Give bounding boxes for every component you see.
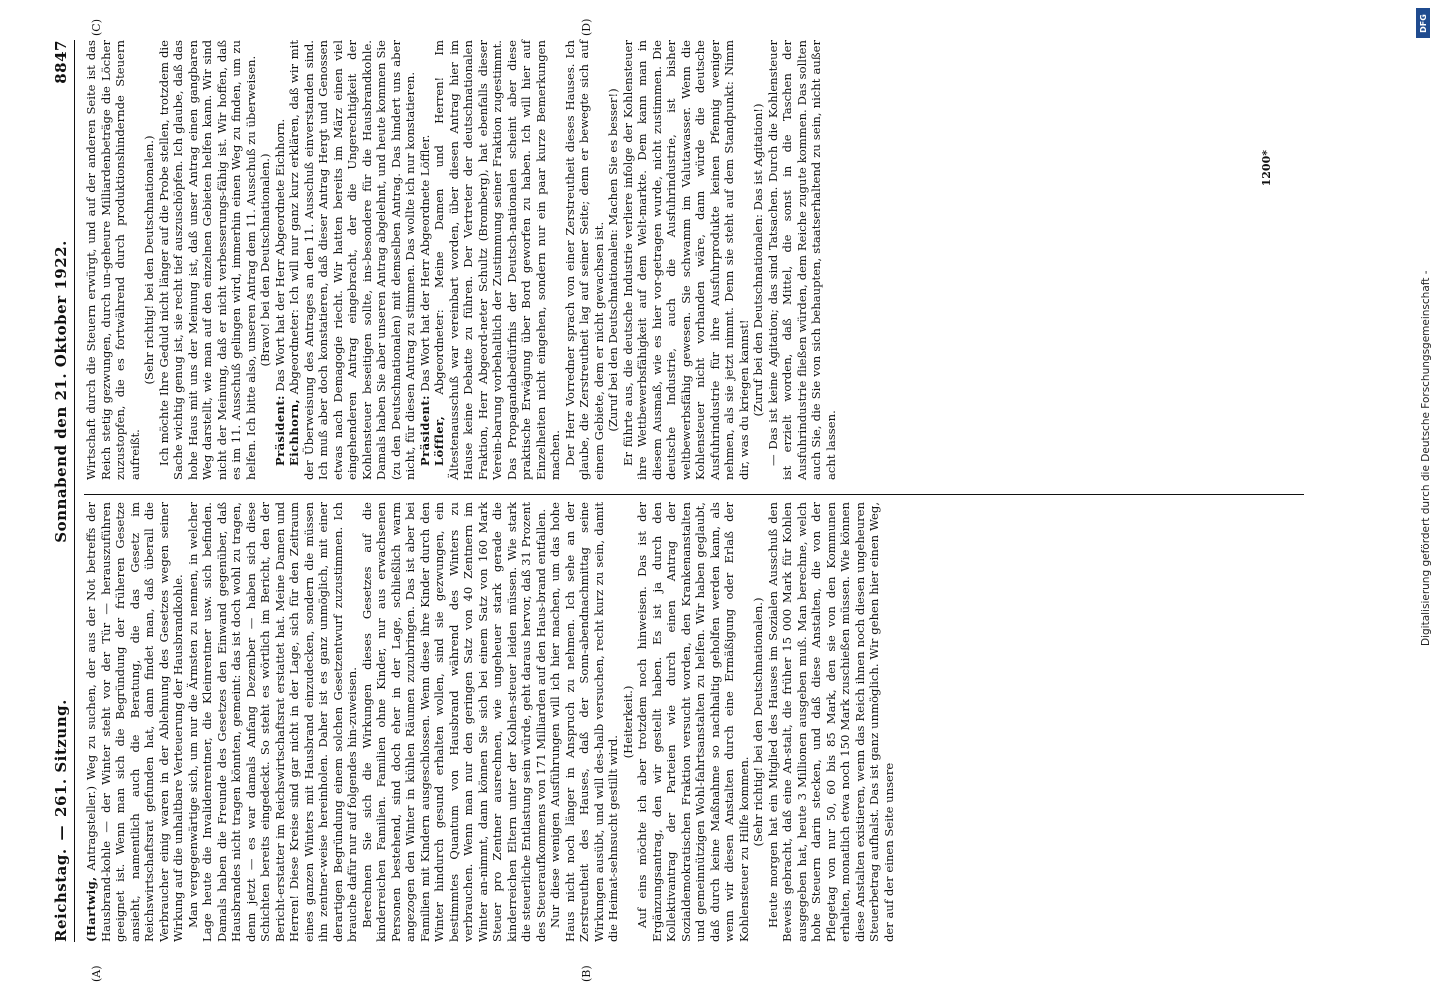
header-page-number: 8847 — [52, 40, 70, 84]
margin-marker-c: (C) — [90, 19, 103, 36]
margin-marker-d: (D) — [580, 18, 593, 36]
interjection: (Heiterkeit.) — [620, 685, 635, 759]
paragraph: Auf eins möchte ich aber trotzdem noch hinweisen. Das ist der Ergänzungsantrag, den wir gestellt haben. Es ist ja durch den Kollektivantrag der Parteien wie durch einen Antrag der Sozialdemokratischen Fraktion versucht worden, den Krankenanstalten und gemeinnützigen Wohl-fahrtsanstalten zu helfen. Wir haben geglaubt, daß durch keine Maßnahme so nachhaltig geholfen werden kann, als wenn wir diesen Anstalten durch eine Ermäßigung oder Erlaß der Kohlensteuer zu Hilfe kommen. — [635, 502, 751, 942]
paragraph — [418, 40, 433, 480]
interjection: (Sehr richtig! bei den Deutschnationalen.) — [142, 135, 156, 385]
credit-text: Digitalisierung gefördert durch die Deutsche Forschungsgemeinschaft - — [1420, 270, 1432, 646]
paragraph-text: Abgeordneter: Meine Damen und Herren! Im Ältestenausschuß war vereinbart worden, über diesen Antrag hier im Hause keine Debatte zu führen. Der Vertreter der deutschnationalen Fraktion, Herr Abgeord-neter Schultz (Bromberg), hat ebenfalls dieser Verein-barung vorbehaltlich der Zustimmung seiner Fraktion zugestimmt. Das Propagandabedürfnis der Deutsch-nationalen scheint aber diese praktische Erwägung über Bord geworfen zu haben. Ich will hier auf Einzelheiten nicht eingehen, sondern nur ein paar kurze Bemerkungen machen. — [432, 39, 562, 480]
dfg-logo-text: DFG — [1418, 13, 1428, 33]
paragraph: Berechnen Sie sich die Wirkungen dieses Gesetzes auf die kinderreichen Familien. Familien ohne Kinder, nur aus erwachsenen Personen bestehend, sind doch eher in der Lage, schließlich warm angezogen den Winter in kühlen Räumen zuzubringen. Das ist aber bei Familien mit Kindern ausgeschlossen. Wenn diese ihre Kinder durch den Winter hindurch gesund erhalten wollen, sind sie gezwungen, ein bestimmtes Quantum von Hausbrand während des Winters zu verbrauchen. Wenn man nur den geringen Satz von 40 Zentnern im Winter an-nimmt, dann können Sie sich bei einem Satz von 160 Mark Steuer pro Zentner ausrechnen, wie ungeheuer stark gerade die kinderreichen Eltern unter der Kohlen-steuer leiden müssen. Wie stark die steuerliche Entlastung sein würde, geht daraus hervor, daß 31 Prozent des Steueraufkommens von 171 Milliarden auf den Haus-brand entfallen. — [359, 502, 548, 942]
page-header — [40, 40, 70, 942]
paragraph-text: Das Wort hat der Herr Abgeordnete Löffler. — [417, 134, 432, 392]
header-dash: — — [52, 824, 70, 841]
interjection: (Zuruf bei den Deutschnationalen: Machen Sie es besser!) — [606, 88, 620, 432]
margin-marker-a: (A) — [90, 965, 103, 982]
paragraph — [273, 40, 288, 480]
footer-signature-mark: 1200* — [1260, 150, 1273, 187]
header-parliament: Reichstag. — [52, 848, 70, 942]
right-column — [84, 40, 838, 480]
header-session: 261. Sitzung. — [52, 699, 70, 817]
paragraph: Heute morgen hat ein Mitglied des Hauses im Sozialen Ausschuß den Beweis gebracht, daß eine An-stalt, die früher 15 000 Mark für Kohlen ausgegeben hat, heute 3 Millionen ausgeben muß. Man berechne, welch hohe Steuern darin stecken, und daß diese Anstalten, die von der Pflegetag von nur 50, 60 bis 85 Mark, den sie von den Kommunen erhalten, monatlich etwa noch 150 Mark zuschießen müssen. Wie können diese Anstalten existieren, wenn das Reich ihnen noch diesen ungeheuren Steuerbetrag aufhalst. Das ist ganz unmöglich. Wir gehen hier einen Weg, der auf der einen Seite unsere — [765, 502, 896, 942]
paragraph: — Das ist keine Agitation; das sind Tatsachen. Durch die Kohlensteuer ist erzielt worden, daß Mittel, die sonst in die Taschen der Ausfuhrindustrie fließen würden, dem Reiche zugute kommen. Das sollten auch Sie, die Sie von sich behaupten, staatserhaltend zu sein, nicht außer acht lassen. — [765, 40, 838, 480]
column-divider — [84, 494, 1304, 495]
speaker-name: Präsident: — [417, 395, 432, 466]
speaker-name: Löffler, — [432, 415, 446, 466]
paragraph: Er führte aus, die deutsche Industrie verliere infolge der Kohlensteuer ihre Wettbewerbsfähigkeit auf dem Welt-markte. Dem kann man in diesem Ausmaß, wie es hier vor-getragen wurde, nicht zustimmen. Die deutsche Industrie, auch die Ausfuhrindustrie, ist bisher weltbewerbsfähig gewesen. Sie schwamm im Valutawasser. Wenn die Kohlensteuer nicht vorhanden wäre, dann würde die deutsche Ausfuhrindustrie für ihre Ausfuhrprodukte keinen Pfennig weniger nehmen, als sie jetzt nimmt. Denn sie steht auf dem Standpunkt: Nimm dir, was du kriegen kannst! — [620, 40, 751, 480]
dfg-logo-icon — [1416, 8, 1430, 38]
interjection: (Sehr richtig! bei den Deutschnationalen.) — [751, 597, 765, 847]
paragraph-text: Weg zu suchen, der aus der Not betreffs der Hausbrand-kohle — der Winter steht vor der Tür — herauszuführen geeignet ist. Wenn man sich die Begründung der früheren Gesetze ansieht, namentlich auch die Beratung, die das Gesetz im Reichswirtschaftsrat gefunden hat, dann findet man, daß überall die Verbraucher einig waren in der Ablehnung des Gesetzes wegen seiner Wirkung auf die unhaltbare Verteuerung der Hausbrandkohle. — [84, 501, 185, 942]
paragraph — [432, 40, 563, 480]
speaker-name: Präsident: — [272, 395, 287, 466]
paragraph: Der Herr Vorredner sprach von einer Zerstreutheit dieses Hauses. Ich glaube, die Zerstreutheit lag auf seiner Seite; denn er bewegte sich auf einem Gebiete, dem er nicht gewachsen ist. — [562, 40, 606, 480]
paragraph: Man vergegenwärtige sich, um nur die Ärmsten zu nennen, in welcher Lage heute die Invalidenrentner, die Kleinrentner usw. sich befinden. Damals haben die Freunde des Gesetzes den Einwand gegenüber, daß Hausbrandes nicht tragen könnten, gemeint: das ist doch wohl zu tragen, denn jetzt — es war damals Anfang Dezember — haben sich diese Schichten bereits eingedeckt. So steht es wörtlich im Bericht, den der Bericht-erstatter im Reichswirtschaftsrat erstattet hat. Meine Damen und Herren! Diese Kreise sind gar nicht in der Lage, sich für den Zeitraum eines ganzen Winters mit Hausbrand einzudecken, sondern die müssen ihn zentner-weise hereinholen. Daher ist es ganz unmöglich, mit einer derartigen Begründung einem solchen Gesetzentwurf zuzustimmen. Ich brauche dafür nur auf folgendes hin-zuweisen. — [185, 502, 359, 942]
paragraph-text: Das Wort hat der Herr Abgeordnete Eichhorn. — [272, 118, 287, 392]
header-rule — [74, 40, 75, 942]
speaker-role: Antragsteller.) — [84, 785, 98, 871]
speaker-name: (Hartwig, — [84, 876, 98, 942]
paragraph-text: Abgeordneter: Ich will nur ganz kurz erklären, daß wir mit der Überweisung des Antrages an den 11. Ausschuß einverstanden sind. Ich muß aber doch konstatieren, daß dieser Antrag Hergt und Genossen etwas nach Demagogie riecht. Wir hatten bereits im März einen viel eingehenderen Antrag eingebracht, der die Ungerechtigkeit der Kohlensteuer beseitigen sollte, ins-besondere für die Hausbrandkohle. Damals haben Sie aber unseren Antrag abgelehnt, und heute kommen Sie (zu den Deutschnationalen) mit demselben Antrag. Das hindert uns aber nicht, für diesen Antrag zu stimmen. Das wollte ich nur konstatieren. — [287, 40, 417, 480]
left-column — [84, 502, 896, 942]
interjection: (Zuruf bei den Deutschnationalen: Das ist Agitation!) — [751, 103, 765, 417]
speaker-name: Eichhorn, — [287, 398, 301, 466]
header-date: Sonnabend den 21. Oktober 1922. — [52, 240, 70, 543]
paragraph — [84, 502, 186, 942]
paragraph: Ich möchte Ihre Geduld nicht länger auf die Probe stellen, trotzdem die Sache wichtig genug ist, sie recht tief auszuschöpfen. Ich glaube, daß das hohe Haus mit uns der Meinung ist, daß unser Antrag einen gangbaren Weg darstellt, wie man auf den einzelnen Gebieten helfen kann. Wir sind nicht der Meinung, daß er nicht verbesserungs-fähig ist. Wir hoffen, daß es im 11. Ausschuß gelingen wird, immerhin einen Weg zu finden, um zu helfen. Ich bitte also, unseren Antrag dem 11. Ausschuß zu überweisen. — [156, 40, 258, 480]
paragraph: Nur diese wenigen Ausführungen will ich hier machen, um das hohe Haus nicht noch länger in Anspruch zu nehmen. Ich sehe an der Zerstreutheit des Hauses, daß der Sonn-abendnachmittag seine Wirkungen ausübt, und will des-halb versuchen, recht kurz zu sein, damit die Heimat-sehnsucht gestillt wird. — [548, 502, 620, 942]
paragraph: Wirtschaft durch die Steuern erwürgt, und auf der anderen Seite ist das Reich stetig gezwungen, durch un-geheure Milliardenbeträge die Löcher zuzustopfen, die es fortwährend durch produktionshindernde Steuern aufreißt. — [84, 40, 142, 480]
credit-sidebar — [1406, 6, 1432, 996]
margin-marker-b: (B) — [580, 965, 593, 982]
paragraph — [287, 40, 418, 480]
interjection: (Bravo! bei den Deutschnationalen.) — [258, 153, 272, 367]
